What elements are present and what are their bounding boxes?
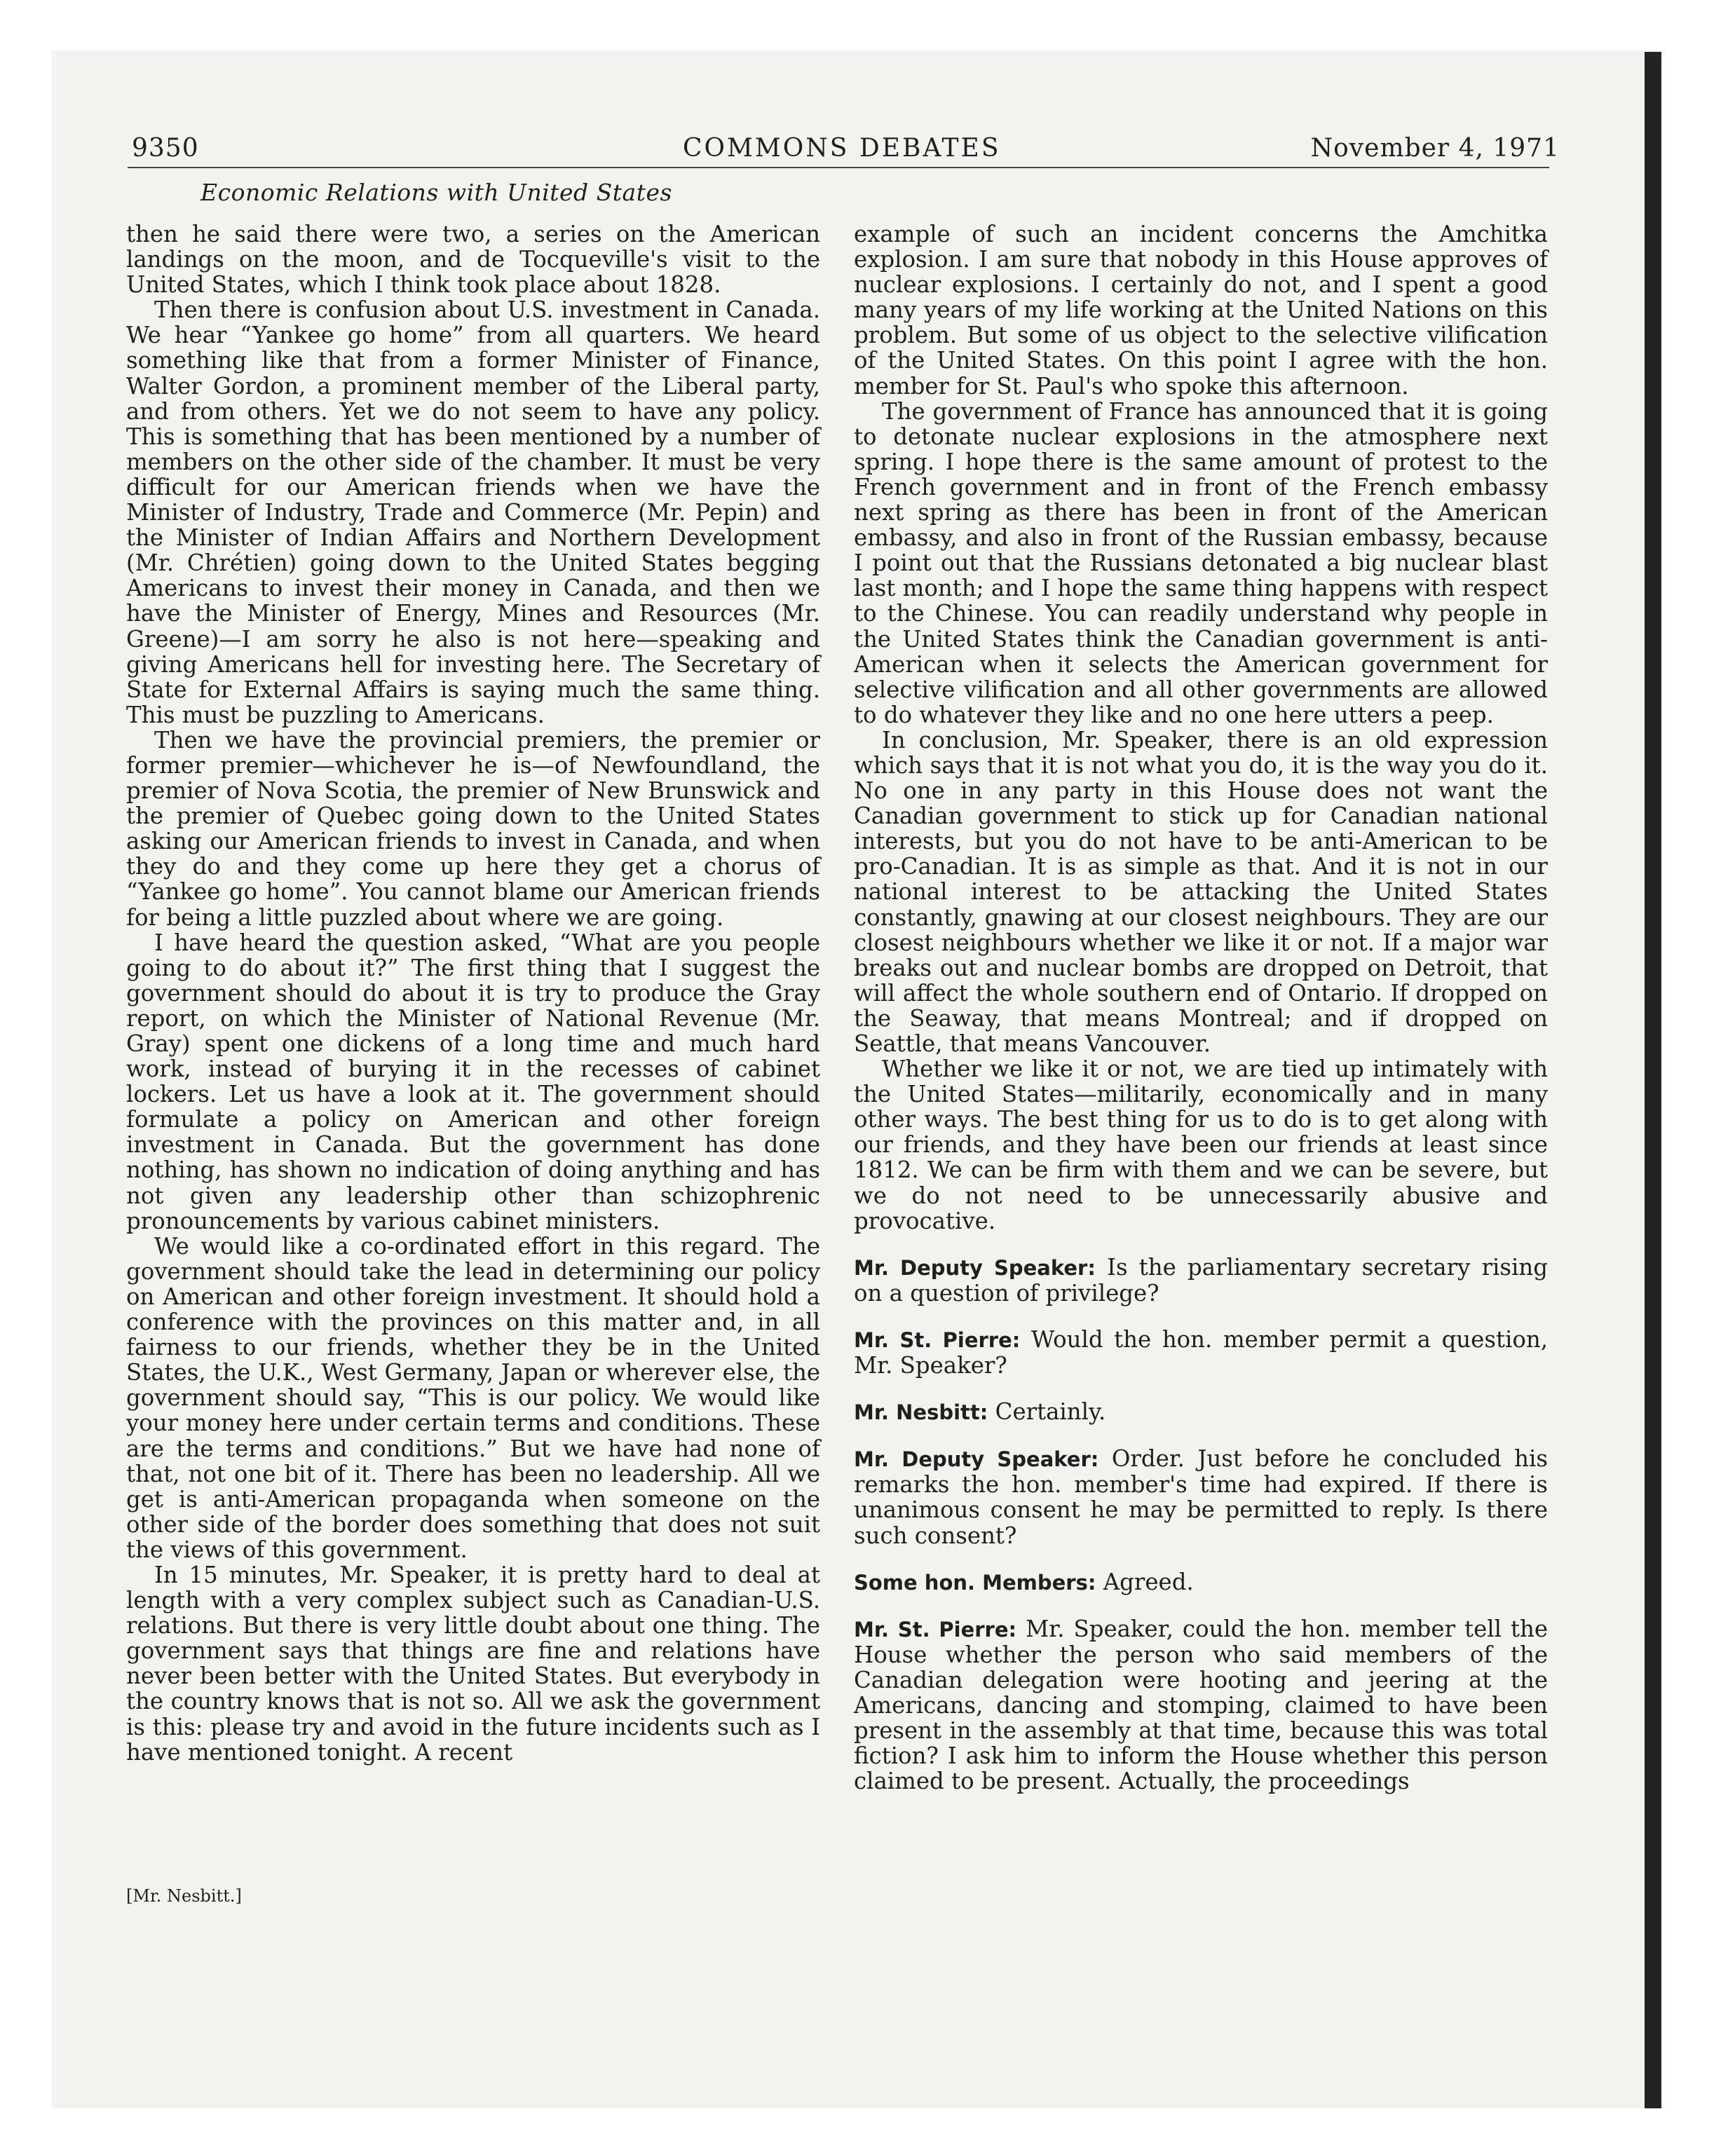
paragraph: The government of France has announced that it is going to detonate nuclear explosions in the atmosphere next spring. I hope there is the same amount of protest to the French government and in front of the French embassy next spring as there has been in front of the American embassy, and also in front of the Russian embassy, because I point out that the Russians detonated a big nuclear blast last month; and I hope the same thing happens with respect to the Chinese. You can readily understand why people in the United States think the Canadian government is anti-American when it selects the American government for selective vilification and all other governments are allowed to do whatever they like and no one here utters a peep. — [854, 397, 1548, 728]
speaker-name: Mr. St. Pierre: — [854, 1617, 1017, 1642]
speech-text: Would the hon. member permit a question, Mr. Speaker? — [854, 1325, 1548, 1379]
header-rule — [128, 167, 1549, 168]
paragraph: Whether we like it or not, we are tied up intimately with the United States—militarily, economically and in many other ways. The best thing for us to do is to get along with our friends, and they have been our friends at least since 1812. We can be firm with them and we can be severe, but we do not need to be unnecessarily abusive and provocative. — [854, 1056, 1548, 1234]
speech-text: Agreed. — [1103, 1568, 1194, 1595]
paragraph: I have heard the question asked, “What are you people going to do about it?” The first thing that I suggest the government should do about it is try to produce the Gray report, on which the Minister of National Revenue (Mr. Gray) spent one dickens of a long time and much hard work, instead of burying it in the recesses of cabinet lockers. Let us have a look at it. The government should formulate a policy on American and other foreign investment in Canada. But the government has done nothing, has shown no indication of doing anything and has not given any leadership other than schizophrenic pronouncements by various cabinet ministers. — [126, 929, 820, 1234]
speech — [854, 1616, 1548, 1794]
scan-edge-bar — [1645, 52, 1661, 2108]
page-date: November 4, 1971 — [1310, 134, 1560, 163]
paragraph: Then there is confusion about U.S. investment in Canada. We hear “Yankee go home” from all quarters. We heard something like that from a former Minister of Finance, Walter Gordon, a prominent member of the Liberal party, and from others. Yet we do not seem to have any policy. This is something that has been mentioned by a number of members on the other side of the chamber. It must be very difficult for our American friends when we have the Minister of Industry, Trade and Commerce (Mr. Pepin) and the Minister of Indian Affairs and Northern Development (Mr. Chrétien) going down to the United States begging Americans to invest their money in Canada, and then we have the Minister of Energy, Mines and Resources (Mr. Greene)—I am sorry he also is not here—speaking and giving Americans hell for investing here. The Secretary of State for External Affairs is saying much the same thing. This must be puzzling to Americans. — [126, 296, 820, 728]
speech — [854, 1399, 1548, 1425]
speech-text: Certainly. — [995, 1398, 1106, 1426]
speaker-name: Mr. Deputy Speaker: — [854, 1255, 1096, 1280]
speaker-name: Some hon. Members: — [854, 1570, 1096, 1595]
speech — [854, 1569, 1548, 1595]
paragraph: example of such an incident concerns the Amchitka explosion. I am sure that nobody in this House approves of nuclear explosions. I certainly do not, and I spent a good many years of my life working at the United Nations on this problem. But some of us object to the selective vilification of the United States. On this point I agree with the hon. member for St. Paul's who spoke this afternoon. — [854, 221, 1548, 400]
speaker-name: Mr. Nesbitt: — [854, 1400, 988, 1425]
speaker-name: Mr. Deputy Speaker: — [854, 1447, 1099, 1472]
speech-text: Is the parliamentary secretary rising on a question of privilege? — [854, 1253, 1548, 1306]
right-column — [854, 221, 1548, 1794]
page-number: 9350 — [132, 134, 199, 163]
section-title: Economic Relations with United States — [200, 179, 672, 206]
paragraph: In conclusion, Mr. Speaker, there is an old expression which says that it is not what you do, it is the way you do it. No one in any party in this House does not want the Canadian government to stick up for Canadian national interests, but you do not have to be anti-American to be pro-Canadian. It is as simple as that. And it is not in our national interest to be attacking the United States constantly, gnawing at our closest neighbours. They are our closest neighbours whether we like it or not. If a major war breaks out and nuclear bombs are dropped on Detroit, that will affect the whole southern end of Ontario. If dropped on the Seaway, that means Montreal; and if dropped on Seattle, that means Vancouver. — [854, 726, 1548, 1057]
paragraph: then he said there were two, a series on the American landings on the moon, and de Tocqueville's visit to the United States, which I think took place about 1828. — [126, 221, 820, 299]
paragraph: Then we have the provincial premiers, the premier or former premier—whichever he is—of Newfoundland, the premier of Nova Scotia, the premier of New Brunswick and the premier of Quebec going down to the United States asking our American friends to invest in Canada, and when they do and they come up here they get a chorus of “Yankee go home”. You cannot blame our American friends for being a little puzzled about where we are going. — [126, 726, 820, 931]
paragraph: We would like a co-ordinated effort in this regard. The government should take the lead in determining our policy on American and other foreign investment. It should hold a conference with the provinces on this matter and, in all fairness to our friends, whether they be in the United States, the U.K., West Germany, Japan or wherever else, the government should say, “This is our policy. We would like your money here under certain terms and conditions. These are the terms and conditions.” But we have had none of that, not one bit of it. There has been no leadership. All we get is anti-American propaganda when someone on the other side of the border does something that does not suit the views of this government. — [126, 1232, 820, 1563]
speech — [854, 1446, 1548, 1548]
left-column — [126, 221, 820, 1765]
speech-text: Mr. Speaker, could the hon. member tell the House whether the person who said members of the Canadian delegation were hooting and jeering at the Americans, dancing and stomping, claimed to have been present in the assembly at that time, because this was total fiction? I ask him to inform the House whether this person claimed to be present. Actually, the proceedings — [854, 1615, 1549, 1795]
paragraph: In 15 minutes, Mr. Speaker, it is pretty hard to deal at length with a very complex subject such as Canadian-U.S. relations. But there is very little doubt about one thing. The government says that things are fine and relations have never been better with the United States. But everybody in the country knows that is not so. All we ask the government is this: please try and avoid in the future incidents such as I have mentioned tonight. A recent — [126, 1561, 820, 1766]
journal-title: COMMONS DEBATES — [683, 134, 1001, 163]
footer-attribution: [Mr. Nesbitt.] — [126, 1886, 242, 1906]
speech-text: Order. Just before he concluded his remarks the hon. member's time had expired. If there is unanimous consent he may be permitted to reply. Is there such consent? — [854, 1445, 1549, 1549]
speech — [854, 1327, 1548, 1378]
speech — [854, 1255, 1548, 1306]
speaker-name: Mr. St. Pierre: — [854, 1328, 1021, 1352]
